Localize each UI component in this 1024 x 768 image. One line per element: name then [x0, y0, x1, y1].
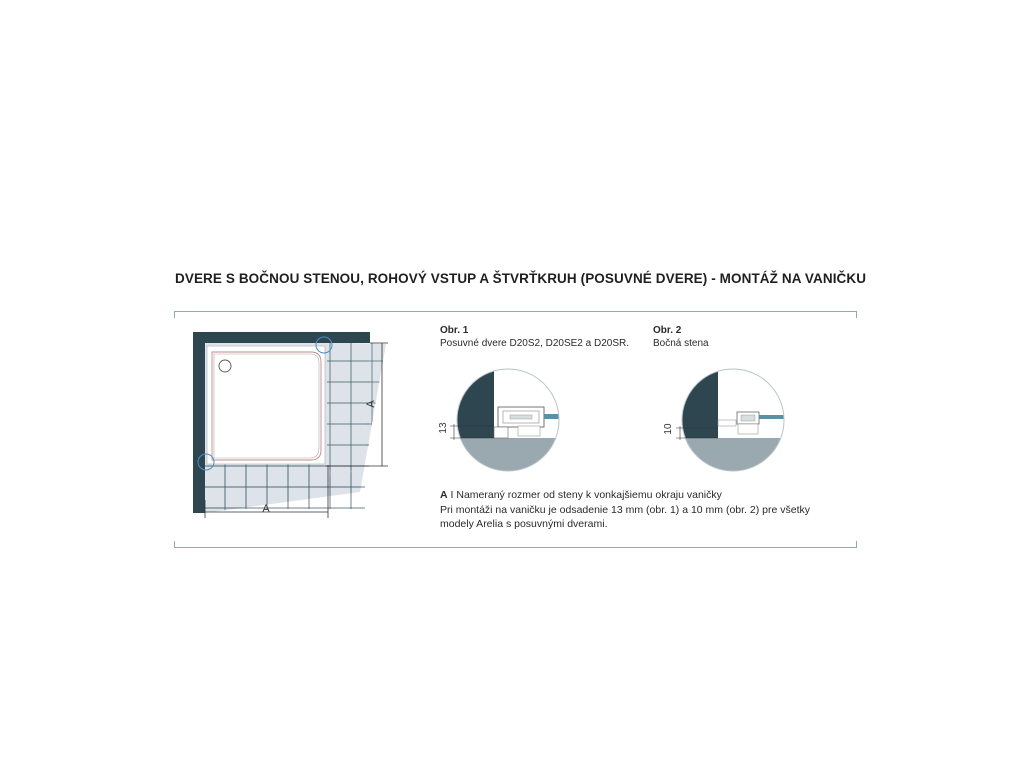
description-block — [440, 488, 860, 532]
wall-top — [193, 332, 370, 343]
description-line-3: modely Arelia s posuvnými dverami. — [440, 518, 608, 531]
page-title: DVERE S BOČNOU STENOU, ROHOVÝ VSTUP A ŠTVRŤKRUH (POSUVNÉ DVERE) - MONTÁŽ NA VANIČKU — [175, 271, 867, 286]
detail2-wall — [680, 360, 718, 438]
detail-1 — [438, 360, 568, 480]
detail1-measure-label: 13 — [438, 422, 449, 434]
drain-icon — [219, 360, 231, 372]
dimension-label-bottom: A — [262, 503, 270, 515]
wall-left — [193, 332, 205, 513]
figure2-caption: Bočná stena — [653, 338, 709, 349]
detail1-glass — [544, 414, 568, 419]
description-separator: I — [447, 489, 457, 501]
description-line-2: Pri montáži na vaničku je odsadenie 13 mm (obr. 1) a 10 mm (obr. 2) pre všetky — [440, 503, 810, 516]
detail2-measure-label: 10 — [663, 423, 674, 435]
description-line-1: A I Nameraný rozmer od steny k vonkajšiemu okraju vaničky — [440, 489, 722, 501]
detail-2 — [663, 360, 790, 480]
tile-grid-bottom — [205, 465, 365, 509]
detail2-glass — [759, 415, 789, 419]
plan-view — [193, 332, 388, 518]
figure1-caption: Posuvné dvere D20S2, D20SE2 a D20SR. — [440, 338, 629, 349]
figure2-number: Obr. 2 — [653, 325, 682, 336]
dimension-label-right: A — [365, 400, 377, 408]
figure1-number: Obr. 1 — [440, 325, 469, 336]
description-marker: A — [440, 489, 448, 501]
detail2-floor — [680, 438, 790, 478]
detail1-floor — [455, 438, 565, 478]
tile-grid-right — [327, 340, 369, 470]
